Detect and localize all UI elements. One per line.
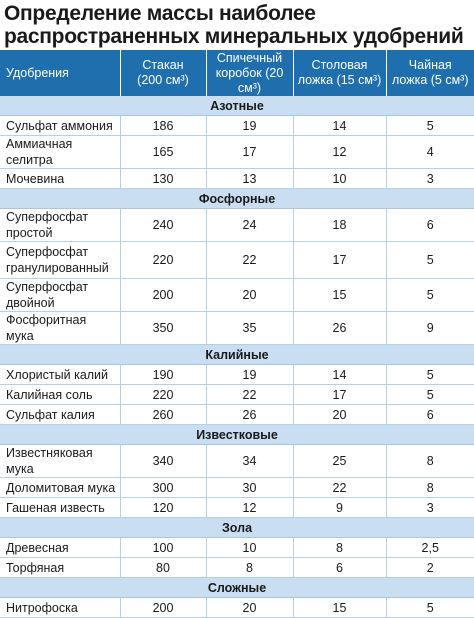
table-row xyxy=(0,136,474,169)
fertilizer-name xyxy=(0,169,120,189)
fertilizer-name xyxy=(0,242,120,279)
teaspoon-value: 6 xyxy=(386,209,474,242)
matchbox-value: 19 xyxy=(206,116,293,136)
teaspoon-value: 5 xyxy=(386,385,474,405)
fertilizer-table xyxy=(0,50,474,618)
tablespoon-value: 18 xyxy=(293,209,386,242)
fertilizer-name xyxy=(0,312,120,345)
column-header-teaspoon-5 xyxy=(386,50,474,96)
fertilizer-name xyxy=(0,598,120,618)
tablespoon-value: 17 xyxy=(293,385,386,405)
matchbox-value: 24 xyxy=(206,209,293,242)
table-row xyxy=(0,385,474,405)
matchbox-value: 19 xyxy=(206,365,293,385)
fertilizer-name xyxy=(0,365,120,385)
fertilizer-name-line: Мочевина xyxy=(6,171,65,186)
cup-value: 186 xyxy=(120,116,206,136)
section-title: Азотные xyxy=(0,96,474,116)
column-header-line: Спичечный xyxy=(216,50,283,65)
table-row xyxy=(0,279,474,312)
teaspoon-value: 6 xyxy=(386,405,474,425)
cup-value: 340 xyxy=(120,445,206,478)
matchbox-value: 13 xyxy=(206,169,293,189)
cup-value: 80 xyxy=(120,558,206,578)
table-row xyxy=(0,478,474,498)
fertilizer-name xyxy=(0,478,120,498)
teaspoon-value: 5 xyxy=(386,598,474,618)
teaspoon-value: 5 xyxy=(386,365,474,385)
table-row xyxy=(0,242,474,279)
column-header-line: коробок (20 см³) xyxy=(215,65,284,95)
column-header-tablespoon-15 xyxy=(293,50,386,96)
column-header-matchbox-20 xyxy=(206,50,293,96)
table-row xyxy=(0,365,474,385)
table-row xyxy=(0,445,474,478)
table-row xyxy=(0,169,474,189)
teaspoon-value: 9 xyxy=(386,312,474,345)
matchbox-value: 8 xyxy=(206,558,293,578)
teaspoon-value: 3 xyxy=(386,498,474,518)
fertilizer-name-line: Хлористый калий xyxy=(6,367,109,382)
matchbox-value: 34 xyxy=(206,445,293,478)
teaspoon-value: 8 xyxy=(386,445,474,478)
section-row xyxy=(0,425,474,445)
matchbox-value: 22 xyxy=(206,385,293,405)
cup-value: 200 xyxy=(120,598,206,618)
section-row xyxy=(0,96,474,116)
teaspoon-value: 8 xyxy=(386,478,474,498)
section-title: Сложные xyxy=(0,578,474,598)
column-header-line: ложка (5 см³) xyxy=(391,73,469,87)
section-row xyxy=(0,345,474,365)
matchbox-value: 22 xyxy=(206,242,293,279)
cup-value: 190 xyxy=(120,365,206,385)
fertilizer-name-line: Суперфосфат простой xyxy=(6,210,89,240)
fertilizer-name-line: Калийная соль xyxy=(6,387,93,402)
matchbox-value: 17 xyxy=(206,136,293,169)
tablespoon-value: 14 xyxy=(293,365,386,385)
table-row xyxy=(0,598,474,618)
cup-value: 350 xyxy=(120,312,206,345)
tablespoon-value: 26 xyxy=(293,312,386,345)
matchbox-value: 12 xyxy=(206,498,293,518)
teaspoon-value: 3 xyxy=(386,169,474,189)
column-header-line: Столовая xyxy=(311,58,368,72)
cup-value: 165 xyxy=(120,136,206,169)
tablespoon-value: 17 xyxy=(293,242,386,279)
teaspoon-value: 4 xyxy=(386,136,474,169)
fertilizer-name xyxy=(0,498,120,518)
cup-value: 220 xyxy=(120,242,206,279)
cup-value: 120 xyxy=(120,498,206,518)
column-header-fertilizer xyxy=(0,50,120,96)
matchbox-value: 20 xyxy=(206,598,293,618)
fertilizer-name-line: Сульфат аммония xyxy=(6,118,113,133)
section-title: Фосфорные xyxy=(0,189,474,209)
table-row xyxy=(0,312,474,345)
fertilizer-name-line: Известняковая мука xyxy=(6,446,93,476)
tablespoon-value: 10 xyxy=(293,169,386,189)
matchbox-value: 30 xyxy=(206,478,293,498)
column-header-line: Удобрения xyxy=(6,65,69,80)
fertilizer-name-line: Фосфоритная мука xyxy=(6,313,87,343)
fertilizer-name-line: Суперфосфат xyxy=(6,245,89,259)
fertilizer-name-line: Аммиачная селитра xyxy=(6,137,73,167)
tablespoon-value: 15 xyxy=(293,279,386,312)
cup-value: 220 xyxy=(120,385,206,405)
title-line-1: Определение массы наиболее xyxy=(4,2,316,25)
table-body xyxy=(0,96,474,618)
matchbox-value: 35 xyxy=(206,312,293,345)
fertilizer-name-line: Суперфосфат двойной xyxy=(6,280,89,310)
fertilizer-name-line: гранулированный xyxy=(6,261,109,275)
fertilizer-name xyxy=(0,538,120,558)
cup-value: 300 xyxy=(120,478,206,498)
fertilizer-name-line: Доломитовая мука xyxy=(6,480,116,495)
table-row xyxy=(0,116,474,136)
cup-value: 130 xyxy=(120,169,206,189)
fertilizer-name xyxy=(0,136,120,169)
tablespoon-value: 8 xyxy=(293,538,386,558)
fertilizer-name-line: Торфяная xyxy=(6,560,65,575)
tablespoon-value: 9 xyxy=(293,498,386,518)
tablespoon-value: 6 xyxy=(293,558,386,578)
column-header-cup-200 xyxy=(120,50,206,96)
header-row xyxy=(0,50,474,96)
fertilizer-name-line: Древесная xyxy=(6,540,69,555)
tablespoon-value: 25 xyxy=(293,445,386,478)
matchbox-value: 26 xyxy=(206,405,293,425)
tablespoon-value: 20 xyxy=(293,405,386,425)
section-row xyxy=(0,518,474,538)
tablespoon-value: 22 xyxy=(293,478,386,498)
column-header-line: Стакан xyxy=(142,58,184,72)
fertilizer-name xyxy=(0,445,120,478)
column-header-line: Чайная xyxy=(408,58,452,72)
table-row xyxy=(0,209,474,242)
fertilizer-name xyxy=(0,116,120,136)
teaspoon-value: 5 xyxy=(386,242,474,279)
matchbox-value: 10 xyxy=(206,538,293,558)
teaspoon-value: 2,5 xyxy=(386,538,474,558)
section-row xyxy=(0,189,474,209)
teaspoon-value: 5 xyxy=(386,116,474,136)
tablespoon-value: 12 xyxy=(293,136,386,169)
cup-value: 240 xyxy=(120,209,206,242)
fertilizer-name xyxy=(0,209,120,242)
title-line-2: распространенных минеральных удобрений xyxy=(4,25,464,48)
section-title: Калийные xyxy=(0,345,474,365)
table-row xyxy=(0,498,474,518)
cup-value: 100 xyxy=(120,538,206,558)
table-row xyxy=(0,538,474,558)
table-row xyxy=(0,558,474,578)
fertilizer-name xyxy=(0,405,120,425)
table-header xyxy=(0,50,474,96)
fertilizer-name xyxy=(0,385,120,405)
tablespoon-value: 14 xyxy=(293,116,386,136)
section-title: Известковые xyxy=(0,425,474,445)
fertilizer-name-line: Сульфат калия xyxy=(6,407,95,422)
fertilizer-name xyxy=(0,279,120,312)
column-header-line: (200 см³) xyxy=(137,73,189,87)
cup-value: 260 xyxy=(120,405,206,425)
fertilizer-name xyxy=(0,558,120,578)
column-header-line: ложка (15 см³) xyxy=(297,73,382,87)
tablespoon-value: 15 xyxy=(293,598,386,618)
teaspoon-value: 5 xyxy=(386,279,474,312)
table-row xyxy=(0,405,474,425)
teaspoon-value: 2 xyxy=(386,558,474,578)
section-row xyxy=(0,578,474,598)
matchbox-value: 20 xyxy=(206,279,293,312)
section-title: Зола xyxy=(0,518,474,538)
fertilizer-name-line: Нитрофоска xyxy=(6,600,78,615)
cup-value: 200 xyxy=(120,279,206,312)
fertilizer-name-line: Гашеная известь xyxy=(6,500,105,515)
